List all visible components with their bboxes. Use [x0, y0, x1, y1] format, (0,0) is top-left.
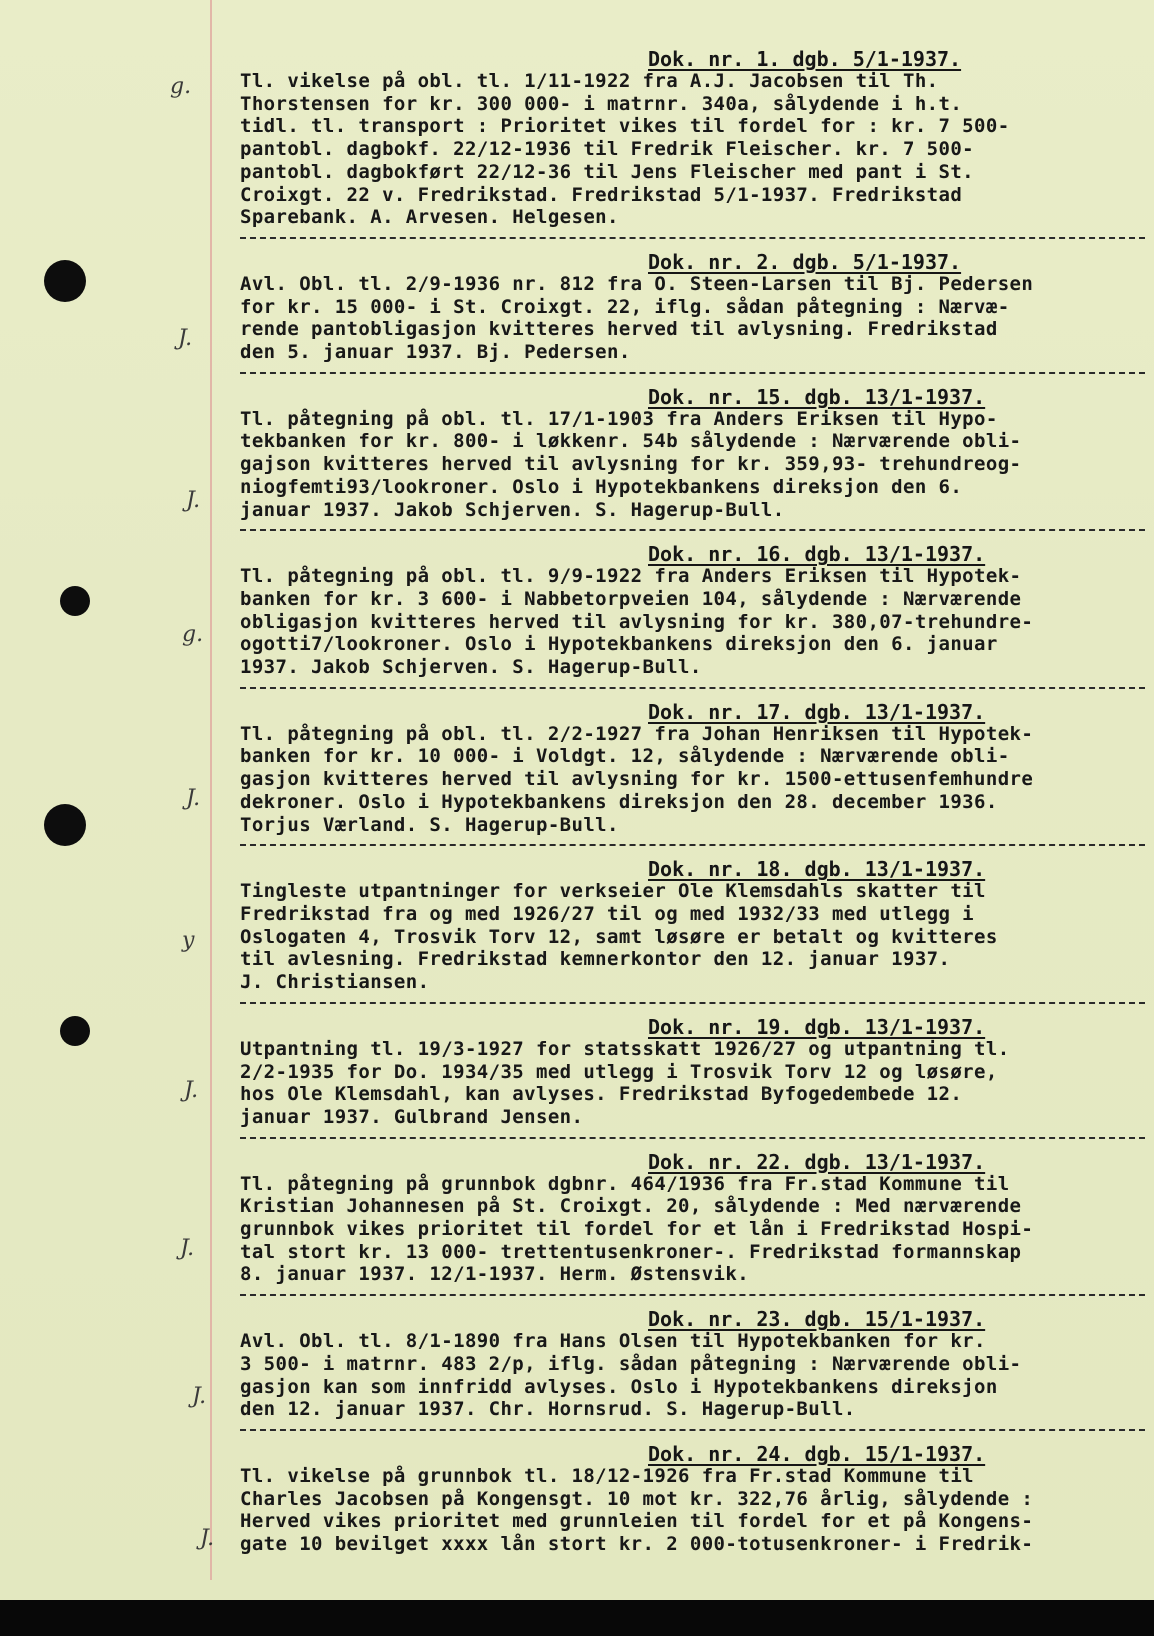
margin-note: J.	[186, 488, 201, 513]
entry-line: 3 500- i matrnr. 483 2/p, iflg. sådan påtegning : Nærværende obli-	[240, 1352, 1022, 1375]
entry-line: Sparebank. A. Arvesen. Helgesen.	[240, 206, 619, 229]
entry-heading: Dok. nr. 2. dgb. 5/1-1937.	[648, 249, 962, 274]
entry-line: grunnbok vikes prioritet til fordel for et lån i Fredrikstad Hospi-	[240, 1218, 1034, 1241]
entry-line: Torjus Værland. S. Hagerup-Bull.	[240, 813, 619, 836]
entry-separator	[240, 529, 1145, 533]
ledger-entry	[240, 1308, 1150, 1433]
ledger-entry	[240, 701, 1150, 849]
ledger-entry	[240, 1443, 1150, 1556]
entry-line: Tl. påtegning på obl. tl. 17/1-1903 fra Anders Eriksen til Hypo-	[240, 407, 998, 430]
entry-line: Tl. påtegning på obl. tl. 9/9-1922 fra Anders Eriksen til Hypotek-	[240, 565, 1022, 588]
ledger-entry	[240, 858, 1150, 1006]
entry-line: den 5. januar 1937. Bj. Pedersen.	[240, 341, 631, 364]
entry-heading: Dok. nr. 15. dgb. 13/1-1937.	[648, 384, 986, 409]
punch-hole	[60, 586, 90, 616]
entry-heading: Dok. nr. 17. dgb. 13/1-1937.	[648, 699, 986, 724]
ledger-entry	[240, 48, 1150, 241]
entry-heading: Dok. nr. 23. dgb. 15/1-1937.	[648, 1307, 986, 1332]
margin-note: J.	[186, 786, 201, 811]
entry-separator	[240, 1137, 1145, 1141]
entry-line: banken for kr. 10 000- i Voldgt. 12, sålydende : Nærværende obli-	[240, 745, 1010, 768]
entry-separator	[240, 844, 1145, 848]
margin-note: J.	[180, 1236, 195, 1261]
entry-line: Thorstensen for kr. 300 000- i matrnr. 340a, sålydende i h.t.	[240, 92, 963, 115]
entry-separator	[240, 1429, 1145, 1433]
entry-line: Utpantning tl. 19/3-1927 for statsskatt 1926/27 og utpantning tl.	[240, 1037, 1010, 1060]
entry-line: gasjon kan som innfridd avlyses. Oslo i Hypotekbankens direksjon	[240, 1375, 998, 1398]
margin-note: J.	[178, 326, 193, 351]
entry-heading: Dok. nr. 16. dgb. 13/1-1937.	[648, 542, 986, 567]
entry-separator	[240, 687, 1145, 691]
entry-line: Tl. vikelse på obl. tl. 1/11-1922 fra A.J. Jacobsen til Th.	[240, 70, 939, 92]
entry-heading: Dok. nr. 19. dgb. 13/1-1937.	[648, 1014, 986, 1039]
entry-line: 1937. Jakob Schjerven. S. Hagerup-Bull.	[240, 656, 702, 679]
entry-line: Avl. Obl. tl. 2/9-1936 nr. 812 fra O. Steen-Larsen til Bj. Pedersen	[240, 272, 1034, 295]
entry-line: obligasjon kvitteres herved til avlysning for kr. 380,07-trehundre-	[240, 610, 1034, 633]
margin-note: J.	[184, 1078, 199, 1103]
entry-line: Tl. påtegning på grunnbok dgbnr. 464/1936 fra Fr.stad Kommune til	[240, 1172, 1010, 1195]
ledger-entry	[240, 1151, 1150, 1299]
punch-hole	[60, 1016, 90, 1046]
entry-separator	[240, 1294, 1145, 1298]
entry-line: Avl. Obl. tl. 8/1-1890 fra Hans Olsen til Hypotekbanken for kr.	[240, 1330, 986, 1353]
entry-separator	[240, 237, 1145, 241]
entry-line: rende pantobligasjon kvitteres herved til avlysning. Fredrikstad	[240, 318, 998, 341]
entry-line: tal stort kr. 13 000- trettentusenkroner-. Fredrikstad formannskap	[240, 1240, 1022, 1263]
entry-heading: Dok. nr. 22. dgb. 13/1-1937.	[648, 1149, 986, 1174]
punch-hole	[44, 804, 86, 846]
entry-line: Fredrikstad fra og med 1926/27 til og med 1932/33 med utlegg i	[240, 902, 975, 925]
entry-line: dekroner. Oslo i Hypotekbankens direksjon den 28. december 1936.	[240, 790, 998, 813]
margin-note: J.	[200, 1526, 215, 1551]
entry-line: pantobl. dagbokført 22/12-36 til Jens Fleischer med pant i St.	[240, 160, 975, 183]
entry-line: Tl. vikelse på grunnbok tl. 18/12-1926 fra Fr.stad Kommune til	[240, 1464, 975, 1487]
entry-line: niogfemti93/lookroner. Oslo i Hypotekbankens direksjon den 6.	[240, 475, 963, 498]
entry-line: gajson kvitteres herved til avlysning for kr. 359,93- trehundreog-	[240, 453, 1022, 476]
entry-line: 2/2-1935 for Do. 1934/35 med utlegg i Trosvik Torv 12 og løsøre,	[240, 1060, 998, 1083]
entry-heading: Dok. nr. 18. dgb. 13/1-1937.	[648, 857, 986, 882]
entry-line: tidl. tl. transport : Prioritet vikes til fordel for : kr. 7 500-	[240, 115, 1010, 138]
entry-heading: Dok. nr. 24. dgb. 15/1-1937.	[648, 1441, 986, 1466]
entry-separator	[240, 372, 1145, 376]
margin-note: g.	[182, 622, 204, 647]
entry-line: januar 1937. Jakob Schjerven. S. Hagerup-Bull.	[240, 498, 785, 521]
entry-line: J. Christiansen.	[240, 971, 430, 994]
entry-line: gasjon kvitteres herved til avlysning for kr. 1500-ettusenfemhundre	[240, 768, 1034, 791]
margin-note: y	[182, 928, 195, 953]
margin-note: g.	[170, 74, 192, 99]
margin-rule	[210, 0, 212, 1580]
entry-line: gate 10 bevilget xxxx lån stort kr. 2 000-totusenkroner- i Fredrik-	[240, 1533, 1034, 1556]
entry-line: Herved vikes prioritet med grunnleien til fordel for et på Kongens-	[240, 1510, 1034, 1533]
entry-line: den 12. januar 1937. Chr. Hornsrud. S. Hagerup-Bull.	[240, 1398, 856, 1421]
entry-line: ogotti7/lookroner. Oslo i Hypotekbankens direksjon den 6. januar	[240, 633, 998, 656]
ledger-entry	[240, 543, 1150, 691]
scan-border	[0, 1600, 1154, 1636]
entry-line: pantobl. dagbokf. 22/12-1936 til Fredrik Fleischer. kr. 7 500-	[240, 138, 975, 161]
entry-separator	[240, 1002, 1145, 1006]
entry-line: for kr. 15 000- i St. Croixgt. 22, iflg. sådan påtegning : Nærvæ-	[240, 295, 1010, 318]
entry-line: Oslogaten 4, Trosvik Torv 12, samt løsøre er betalt og kvitteres	[240, 925, 998, 948]
entry-line: 8. januar 1937. 12/1-1937. Herm. Østensvik.	[240, 1263, 750, 1286]
ledger-entry	[240, 386, 1150, 534]
punch-hole	[44, 260, 86, 302]
ledger-entry	[240, 1016, 1150, 1141]
entry-heading: Dok. nr. 1. dgb. 5/1-1937.	[648, 47, 962, 71]
entry-line: Kristian Johannesen på St. Croixgt. 20, sålydende : Med nærværende	[240, 1195, 1022, 1218]
margin-note: J.	[192, 1384, 207, 1409]
entry-line: Tingleste utpantninger for verkseier Ole Klemsdahls skatter til	[240, 880, 986, 903]
entry-line: Tl. påtegning på obl. tl. 2/2-1927 fra Johan Henriksen til Hypotek-	[240, 722, 1034, 745]
entry-line: tekbanken for kr. 800- i løkkenr. 54b sålydende : Nærværende obli-	[240, 430, 1022, 453]
entry-line: banken for kr. 3 600- i Nabbetorpveien 104, sålydende : Nærværende	[240, 587, 1022, 610]
ledger-entries	[240, 48, 1150, 1556]
entry-line: Charles Jacobsen på Kongensgt. 10 mot kr. 322,76 årlig, sålydende :	[240, 1487, 1034, 1510]
ledger-entry	[240, 251, 1150, 376]
entry-line: Croixgt. 22 v. Fredrikstad. Fredrikstad 5/1-1937. Fredrikstad	[240, 183, 963, 206]
entry-line: januar 1937. Gulbrand Jensen.	[240, 1105, 584, 1128]
entry-line: til avlesning. Fredrikstad kemnerkontor den 12. januar 1937.	[240, 948, 951, 971]
entry-line: hos Ole Klemsdahl, kan avlyses. Fredrikstad Byfogedembede 12.	[240, 1083, 963, 1106]
